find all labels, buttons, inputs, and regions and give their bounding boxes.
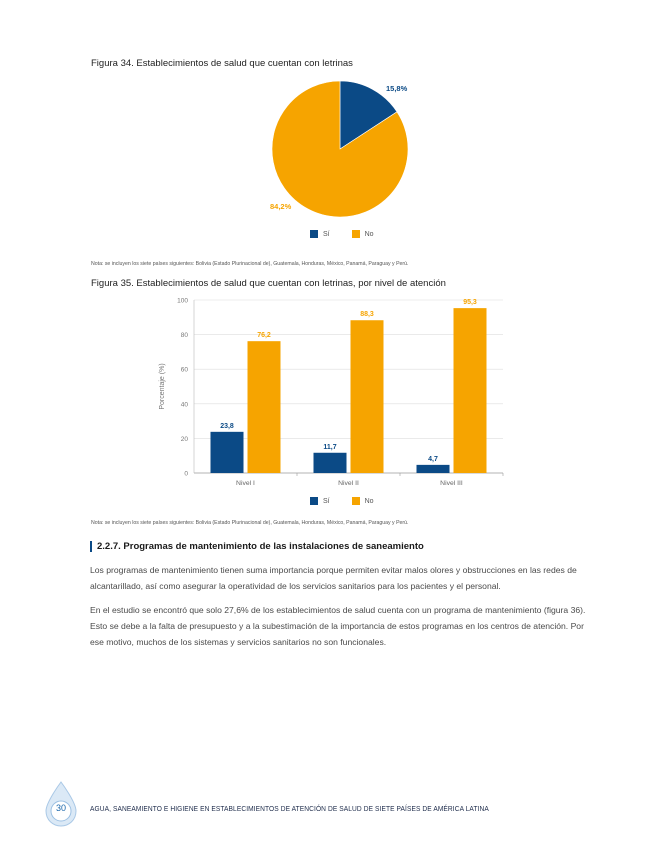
y-axis-label: Porcentaje (%) xyxy=(159,363,166,410)
data-label: 15,8% xyxy=(386,84,408,93)
legend-swatch-si xyxy=(310,230,318,238)
bar-si xyxy=(417,465,450,473)
figure-35-title: Figura 35. Establecimientos de salud que cuentan con letrinas, por nivel de atención xyxy=(91,278,446,289)
figure-35-note: Nota: se incluyen los siete países siguientes: Bolivia (Estado Plurinacional de), Guatemala, Honduras, México, Panamá, Paraguay y Perú. xyxy=(91,520,409,526)
data-label: 76,2 xyxy=(257,332,271,340)
x-tick-label: Nivel II xyxy=(338,480,359,487)
data-label: 4,7 xyxy=(428,455,438,463)
pie-legend xyxy=(310,230,396,238)
y-tick-label: 0 xyxy=(184,470,188,478)
running-title: AGUA, SANEAMIENTO E HIGIENE EN ESTABLECIMIENTOS DE ATENCIÓN DE SALUD DE SIETE PAÍSES DE AMÉRICA LATINA xyxy=(90,804,489,813)
figure-34-title: Figura 34. Establecimientos de salud que cuentan con letrinas xyxy=(91,58,353,69)
bar-si xyxy=(211,432,244,473)
legend-swatch-no xyxy=(352,497,360,505)
paragraph: En el estudio se encontró que solo 27,6% de los establecimientos de salud cuenta con un programa de mantenimiento (figura 36). Esto se debe a la falta de presupuesto y a la subestimación de la importancia de estos programas en los centros de atención. Por ese motivo, muchos de los sistemas y servicios sanitarios no son funcionales. xyxy=(90,605,586,647)
legend-label-si: Sí xyxy=(323,230,330,238)
y-tick-label: 100 xyxy=(177,297,188,305)
y-tick-label: 40 xyxy=(180,401,188,409)
bar-no xyxy=(351,320,384,473)
x-tick-label: Nivel III xyxy=(440,480,463,487)
y-tick-label: 20 xyxy=(180,435,188,443)
bar-legend xyxy=(310,497,396,505)
bar-no xyxy=(248,341,281,473)
data-label: 95,3 xyxy=(463,299,477,307)
x-tick-label: Nivel I xyxy=(236,480,255,487)
figure-34-note: Nota: se incluyen los siete países siguientes: Bolivia (Estado Plurinacional de), Guatemala, Honduras, México, Panamá, Paraguay y Perú. xyxy=(91,261,409,267)
bar-chart xyxy=(0,288,650,488)
data-label: 23,8 xyxy=(220,422,234,430)
data-label: 84,2% xyxy=(270,202,292,211)
legend-label-si: Sí xyxy=(323,497,330,505)
legend-swatch-no xyxy=(352,230,360,238)
page-number: 30 xyxy=(55,803,66,813)
legend-label-no: No xyxy=(364,230,374,238)
data-label: 88,3 xyxy=(360,311,374,319)
legend-swatch-si xyxy=(310,497,318,505)
bar-no xyxy=(454,308,487,473)
section-heading: 2.2.7. Programas de mantenimiento de las instalaciones de saneamiento xyxy=(90,541,424,552)
data-label: 11,7 xyxy=(323,443,337,451)
bar-si xyxy=(314,453,347,473)
y-tick-label: 60 xyxy=(180,366,188,374)
paragraph: Los programas de mantenimiento tienen suma importancia porque permiten evitar malos olores y obstrucciones en las redes de alcantarillado, así como asegurar la operatividad de los servicios sanitarios para los pacientes y el personal. xyxy=(90,565,577,591)
y-tick-label: 80 xyxy=(180,332,188,340)
legend-label-no: No xyxy=(364,497,374,505)
